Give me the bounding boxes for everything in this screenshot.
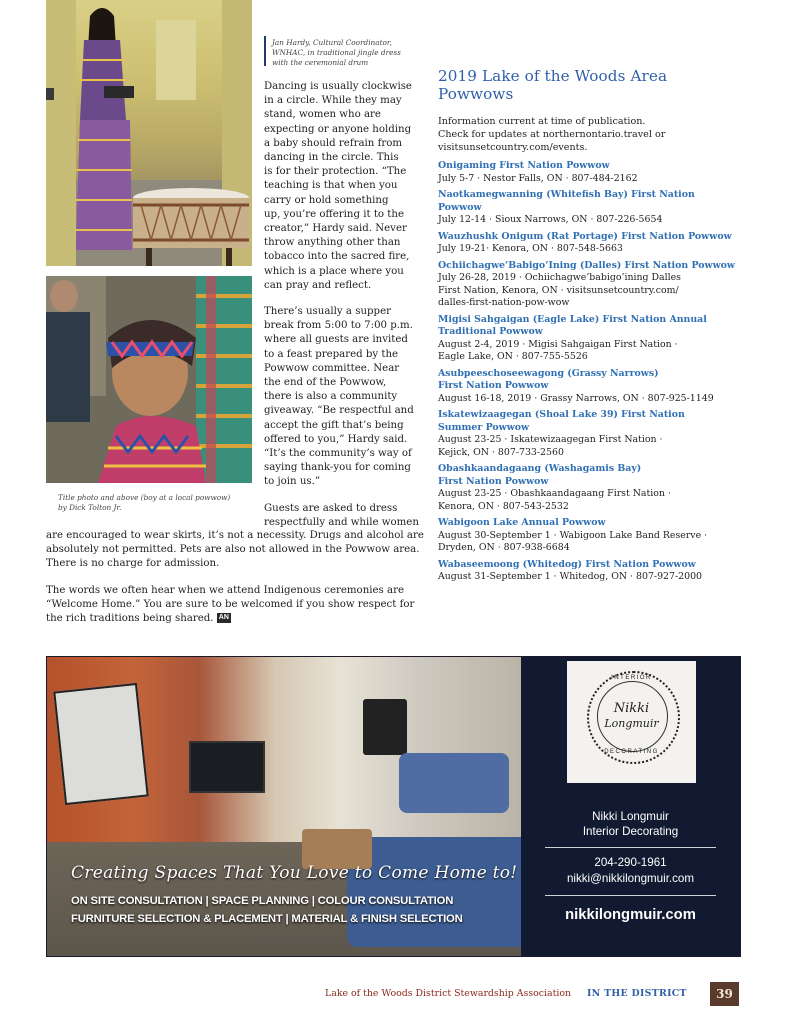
text-line: saying thank-you for coming (264, 462, 411, 474)
powwow-details: August 2-4, 2019 · Migisi Sahgaigan First Nation · (438, 338, 678, 350)
text-line: offered to you,” Hardy said. (264, 433, 408, 445)
page-number: 39 (710, 982, 739, 1006)
ad-room-photo (47, 657, 521, 956)
text-line: in a circle. While they may (264, 95, 402, 107)
caption-line: by Dick Tolton Jr. (58, 503, 122, 512)
photo-illustration (46, 276, 252, 483)
photo-jingle-dress-dancer (46, 0, 252, 266)
powwow-details: July 26-28, 2019 · Ochiichagwe’babigo’ining Dalles (438, 272, 681, 283)
end-mark-badge: AN (218, 614, 229, 622)
powwow-name: Ochiichagwe’Babigo’Ining (Dalles) First Nation Powwow (438, 259, 735, 271)
text-line: respectfully and while women (264, 516, 419, 528)
powwow-details: August 16-18, 2019 · Grassy Narrows, ON · 807-925-1149 (438, 392, 714, 404)
powwow-entry (438, 189, 738, 227)
ad-tagline: Creating Spaces That You Love to Come Home to! (71, 863, 518, 883)
info-note (438, 115, 738, 154)
text-line: carry or hold something (264, 194, 389, 206)
text-line: absolutely not permitted. Pets are also not allowed in the Powwow area. (46, 544, 420, 556)
ad-tv (189, 741, 265, 793)
powwow-name: Iskatewizaagegan (Shoal Lake 39) First Nation (438, 409, 685, 420)
powwow-details: August 30-September 1 · Wabigoon Lake Band Reserve · (438, 529, 708, 541)
text-line: “Welcome Home.” You are sure to be welcomed if you show respect for (46, 598, 415, 610)
powwow-details: July 19-21· Kenora, ON · 807-548-5663 (438, 243, 623, 254)
powwow-details: July 12-14 · Sioux Narrows, ON · 807-226-5654 (438, 214, 663, 225)
text-line: Powwow committee. Near (264, 362, 400, 374)
powwow-name: First Nation Powwow (438, 380, 549, 391)
text-line: throw anything other than (264, 237, 401, 249)
powwow-details: August 23-25 · Obashkaandagaang First Nation · (438, 488, 671, 499)
article-narrow-column (264, 80, 434, 530)
powwow-entry (438, 463, 738, 513)
ad-email: nikki@nikkilongmuir.com (566, 872, 695, 885)
ad-business-name: Nikki Longmuir (592, 810, 669, 823)
photo-caption-bottom (58, 493, 258, 513)
text-line-content: the rich traditions being shared. (46, 613, 214, 625)
article-wide-column (46, 529, 434, 626)
photo-caption-top (272, 38, 422, 68)
text-line: Check for updates at northernontario.travel or (438, 129, 666, 140)
powwow-entry (438, 559, 738, 584)
powwow-entry (438, 231, 738, 256)
powwow-entry (438, 260, 738, 310)
powwow-name: Summer Powwow (438, 421, 530, 433)
text-line: are encouraged to wear skirts, it’s not a necessity. Drugs and alcohol are (46, 530, 424, 541)
article-paragraph-2 (264, 305, 434, 490)
powwow-name: Wabigoon Lake Annual Powwow (438, 517, 606, 528)
text-line: accept the gift that’s being (264, 419, 404, 431)
powwow-details: July 5-7 · Nestor Falls, ON · 807-484-2162 (438, 172, 638, 184)
caption-line: Title photo and above (boy at a local powwow) (58, 493, 231, 502)
text-line: is for their protection. “The (264, 166, 407, 178)
ad-website: nikkilongmuir.com (565, 907, 696, 923)
powwow-name: First Nation Powwow (438, 475, 549, 487)
powwow-name: Onigaming First Nation Powwow (438, 160, 610, 171)
caption-rule (264, 36, 266, 66)
logo-script: Nikki (613, 701, 650, 716)
powwow-details: August 31-September 1 · Whitedog, ON · 807-927-2000 (438, 571, 703, 582)
text-line: to a feast prepared by the (264, 348, 399, 360)
text-line: creator,” Hardy said. Never (264, 223, 407, 235)
text-line: Dancing is usually clockwise (264, 81, 412, 92)
photo-illustration (46, 0, 252, 266)
ad-wood-stove (363, 699, 407, 755)
text-line: up, you’re offering it to the (264, 208, 404, 220)
text-line: can pray and reflect. (264, 279, 372, 291)
logo-arc-top: INTERIOR (611, 675, 652, 681)
ad-services-line: ON SITE CONSULTATION | SPACE PLANNING | COLOUR CONSULTATION (71, 895, 454, 907)
powwow-name: Naotkamegwanning (Whitefish Bay) First Nation Powwow (438, 189, 695, 213)
ad-logo (567, 661, 696, 783)
text-line: which is a place where you (264, 265, 404, 277)
ad-phone: 204-290-1961 (594, 856, 667, 869)
ad-contact-panel (521, 657, 740, 956)
powwow-list (438, 160, 738, 584)
article-paragraph-4 (46, 584, 434, 627)
text-line: expecting or anyone holding (264, 123, 412, 135)
ad-divider (545, 847, 716, 848)
logo-arc-bottom: DECORATING (604, 749, 659, 755)
text-line: to join us.” (264, 476, 321, 488)
powwow-details: Kejick, ON · 807-733-2560 (438, 446, 564, 458)
ad-divider (545, 895, 716, 896)
powwow-listing (438, 67, 738, 588)
text-line: visitsunsetcountry.com/events. (438, 142, 588, 153)
article-paragraph-3-end (46, 529, 434, 572)
text-line: where all guests are invited (264, 334, 408, 346)
powwow-details: August 23-25 · Iskatewizaagegan First Nation · (438, 434, 663, 445)
text-line (46, 612, 434, 626)
powwow-entry (438, 517, 738, 555)
powwow-name: Traditional Powwow (438, 326, 543, 337)
text-line: there is also a community (264, 391, 398, 403)
ad-wall-art (53, 683, 148, 805)
powwow-name: Migisi Sahgaigan (Eagle Lake) First Nation Annual (438, 313, 707, 325)
powwow-name: Asubpeeschoseewagong (Grassy Narrows) (438, 367, 659, 379)
powwow-entry (438, 368, 738, 406)
footer-association: Lake of the Woods District Stewardship Association (325, 988, 572, 999)
text-line: Information current at time of publication. (438, 116, 646, 127)
caption-line: WNHAC, in traditional jingle dress (272, 48, 401, 57)
section-title: 2019 Lake of the Woods Area Powwows (438, 67, 668, 103)
text-line: the end of the Powwow, (264, 377, 387, 389)
text-line: Guests are asked to dress (264, 502, 398, 514)
caption-line: with the ceremonial drum (272, 58, 369, 67)
text-line: There’s usually a supper (264, 306, 391, 318)
logo-script: Longmuir (604, 717, 659, 730)
text-line: break from 5:00 to 7:00 p.m. (264, 320, 413, 332)
advertisement-interior-decorating (46, 656, 741, 957)
powwow-entry (438, 160, 738, 185)
powwow-details: Eagle Lake, ON · 807-755-5526 (438, 351, 588, 362)
photo-boy-at-powwow (46, 276, 252, 483)
powwow-details: Dryden, ON · 807-938-6684 (438, 542, 570, 553)
powwow-entry (438, 314, 738, 364)
text-line: There is no charge for admission. (46, 558, 220, 570)
powwow-details: First Nation, Kenora, ON · visitsunsetcountry.com/ (438, 284, 679, 296)
caption-line: Jan Hardy, Cultural Coordinator, (272, 38, 392, 47)
article-paragraph-3-start (264, 502, 434, 530)
text-line: “It’s the community’s way of (264, 448, 412, 460)
text-line: a baby should refrain from (264, 137, 403, 149)
ad-sofa-front (347, 837, 521, 947)
powwow-name: Obashkaandagaang (Washagamis Bay) (438, 463, 642, 474)
text-line: teaching is that when you (264, 180, 398, 192)
text-line: The words we often hear when we attend Indigenous ceremonies are (46, 584, 404, 596)
footer-section: IN THE DISTRICT (587, 988, 687, 999)
powwow-details: Kenora, ON · 807-543-2532 (438, 500, 569, 512)
text-line: giveaway. “Be respectful and (264, 405, 414, 417)
text-line: dancing in the circle. This (264, 152, 399, 164)
ad-business-type: Interior Decorating (582, 825, 679, 838)
text-line: tobacco into the sacred fire, (264, 251, 410, 263)
article-paragraph-1 (264, 80, 434, 293)
powwow-entry (438, 409, 738, 459)
ad-sofa-back (399, 753, 509, 813)
ad-services-line: FURNITURE SELECTION & PLACEMENT | MATERIAL & FINISH SELECTION (71, 913, 463, 925)
text-line: stand, women who are (264, 109, 381, 121)
powwow-name: Wauzhushk Onigum (Rat Portage) First Nation Powwow (438, 230, 732, 242)
powwow-name: Wabaseemoong (Whitedog) First Nation Powwow (438, 558, 696, 570)
powwow-details: dalles-first-nation-pow-wow (438, 297, 570, 308)
